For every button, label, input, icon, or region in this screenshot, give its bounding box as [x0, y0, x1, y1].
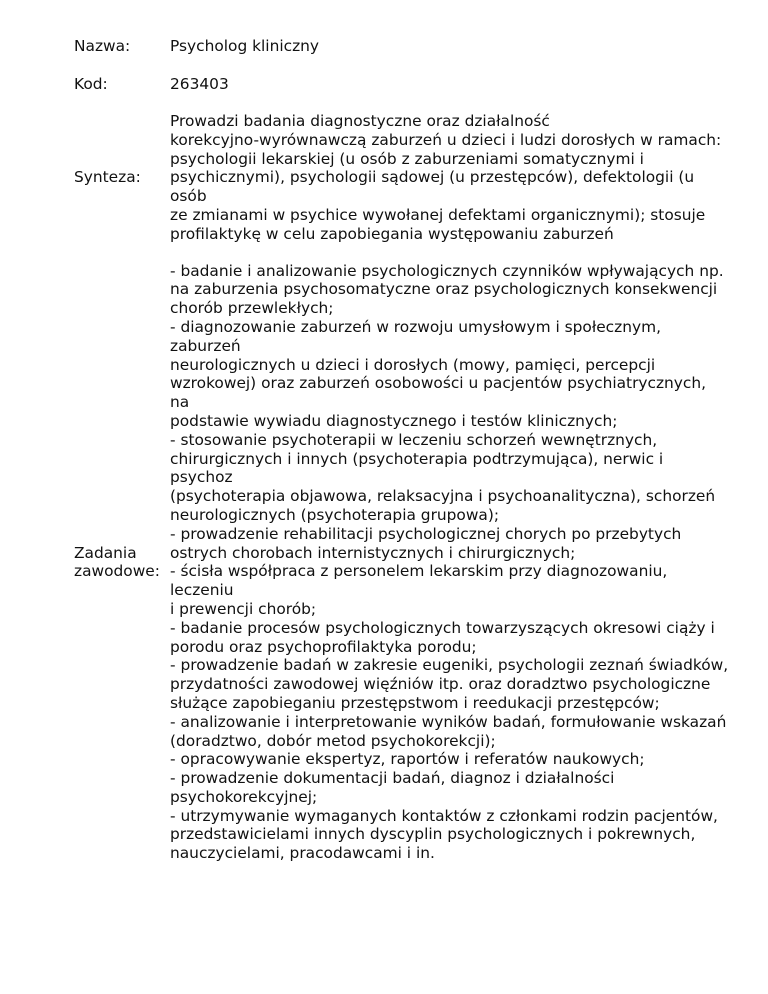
row-zadania [74, 244, 730, 864]
nazwa-value: Psycholog kliniczny [170, 36, 320, 55]
row-synteza [74, 94, 730, 244]
synteza-value: Prowadzi badania diagnostyczne oraz działalność korekcyjno-wyrównawczą zaburzeń u dzieci i ludzi dorosłych w ramach: psychologii lekarskiej (u osób z zaburzeniami somatycznymi i psychicznymi), psychologii sądowej (u przestępców), defektologii (u osób ze zmianami w psychice wywołanej defektami organicznymi); stosuje profilaktykę w celu zapobiegania występowaniu zaburzeń [170, 112, 722, 243]
zadania-label [74, 244, 170, 864]
occupation-fields-table [74, 36, 730, 863]
zadania-value: - badanie i analizowanie psychologicznych czynników wpływających np. na zaburzenia psychosomatyczne oraz psychologicznych konsekwencji chorób przewlekłych; - diagnozowanie zaburzeń w rozwoju umysłowym i społecznym, zaburzeń neurologicznych u dzieci i dorosłych (mowy, pamięci, percepcji wzrokowej) oraz zaburzeń osobowości u pacjentów psychiatrycznych, na podstawie wywiadu diagnostycznego i testów klinicznych; - stosowanie psychoterapii w leczeniu schorzeń wewnętrznych, chirurgicznych i innych (psychoterapia podtrzymująca), nerwic i psychoz (psychoterapia objawowa, relaksacyjna i psychoanalityczna), schorzeń neurologicznych (psychoterapia grupowa); - prowadzenie rehabilitacji psychologicznej chorych po przebytych ostrych chorobach internistycznych i chirurgicznych; - ścisła współpraca z personelem lekarskim przy diagnozowaniu, leczeniu i prewencji chorób; - badanie procesów psychologicznych towarzyszących okresowi ciąży i porodu oraz psychoprofilaktyka porodu; - prowadzenie badań w zakresie eugeniki, psychologii zeznań świadków, przydatności zawodowej więźniów itp. oraz doradztwo psychologiczne służące zapobieganiu przestępstwom i reedukacji przestępców; - analizowanie i interpretowanie wyników badań, formułowanie wskazań (doradztwo, dobór metod psychokorekcji); - opracowywanie ekspertyz, raportów i referatów naukowych; - prowadzenie dokumentacji badań, diagnoz i działalności psychokorekcyjnej; - utrzymywanie wymaganych kontaktów z członkami rodzin pacjentów, przedstawicielami innych dyscyplin psychologicznych i pokrewnych, nauczycielami, pracodawcami i in. [170, 261, 729, 863]
nazwa-label: Nazwa: [74, 36, 131, 55]
zadania-label-line1: Zadania [74, 543, 137, 562]
row-nazwa [74, 36, 730, 56]
kod-value: 263403 [170, 74, 229, 93]
zadania-label-line2: zawodowe: [74, 562, 160, 581]
kod-label: Kod: [74, 74, 108, 93]
synteza-label: Synteza: [74, 168, 141, 187]
row-kod [74, 56, 730, 94]
